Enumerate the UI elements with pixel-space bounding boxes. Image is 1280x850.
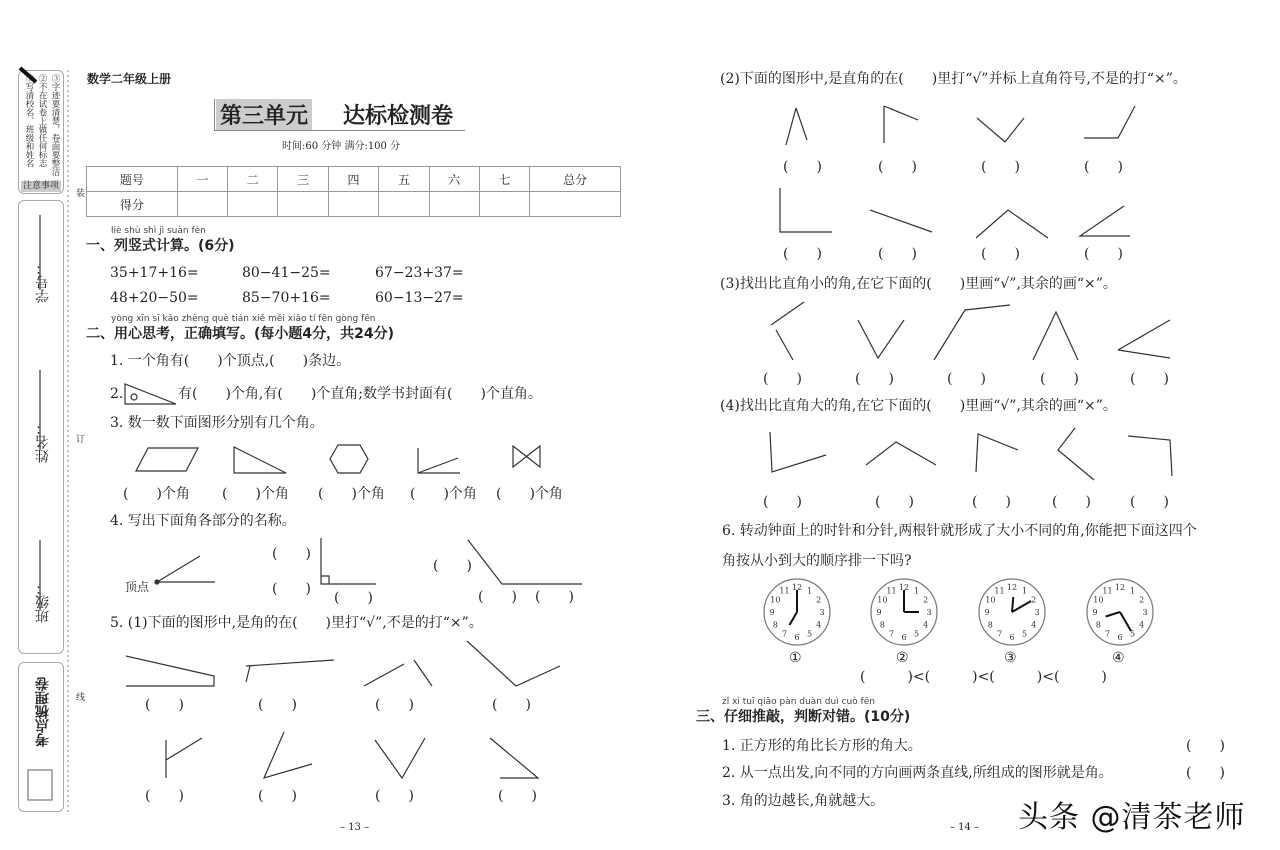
clock-label: ③: [1004, 650, 1017, 666]
figure: [934, 305, 1010, 360]
clock-numeral: 11: [779, 586, 790, 596]
answer-blank[interactable]: ( ): [375, 788, 414, 804]
expression: 85−70+16=: [242, 290, 331, 306]
page-number: – 13 –: [340, 822, 370, 833]
figure: [1128, 436, 1172, 476]
vertex-label: 顶点: [125, 580, 150, 594]
clock-numeral: 10: [877, 595, 888, 605]
answer-blank[interactable]: ( ): [258, 697, 297, 713]
figure: [976, 434, 1018, 472]
figure: [1118, 320, 1170, 358]
clock-numeral: 4: [1139, 620, 1145, 630]
question-3: 3. 数一数下面图形分别有几个角。: [110, 415, 324, 431]
expression: 80−41−25=: [242, 265, 331, 281]
clock-numeral: 6: [901, 633, 907, 642]
clock-numeral: 1: [806, 586, 813, 596]
answer-blank[interactable]: ( ): [535, 589, 574, 605]
time-score: 时间:60 分钟 满分:100 分: [282, 141, 401, 152]
clock-numeral: 3: [1142, 608, 1148, 617]
question-5: 5. (1)下面的图形中,是角的在( )里打“√”,不是的打“×”。: [110, 615, 483, 631]
hour-hand: [1106, 612, 1120, 617]
q3-answer: ( )个角: [222, 486, 289, 502]
table-header-cell: 一: [177, 167, 227, 192]
clock-numeral: 1: [1129, 586, 1136, 596]
judge-item: 3. 角的边越长,角就越大。: [722, 793, 885, 809]
obtuse-angle-diagram: [468, 540, 582, 584]
clock-numeral: 2: [816, 595, 822, 605]
figure: [364, 660, 432, 686]
figure: [126, 656, 214, 686]
question-5-4: (4)找出比直角大的角,在它下面的( )里画“√”,其余的画“×”。: [720, 398, 1117, 414]
note-1: ①写清校名、班级和姓名: [24, 74, 34, 168]
figure: [246, 660, 334, 682]
answer-blank[interactable]: ( ): [334, 590, 373, 606]
answer-blank[interactable]: ( ): [1186, 765, 1225, 781]
clock-numeral: 9: [876, 608, 882, 617]
pen-icon: [20, 68, 36, 82]
figure: [166, 738, 202, 778]
figure: [264, 732, 312, 778]
clock-numeral: 8: [879, 620, 885, 630]
section-2-title: 二、用心思考，正确填写。(每小题4分，共24分): [86, 326, 395, 342]
figure: [1033, 312, 1078, 360]
expression: 48+20−50=: [110, 290, 199, 306]
note-3: ③字迹要清楚，卷面要整洁: [50, 74, 60, 176]
parallelogram-shape: [136, 448, 198, 471]
answer-blank[interactable]: ( ): [878, 159, 917, 175]
figure: [1080, 206, 1130, 236]
clock-numeral: 7: [781, 629, 788, 639]
clock-numeral: 10: [770, 595, 781, 605]
clock-face: [871, 579, 937, 645]
answer-blank[interactable]: ( ): [258, 788, 297, 804]
clock-numeral: 6: [1117, 633, 1123, 642]
answer-blank[interactable]: ( ): [272, 581, 311, 597]
table-header-cell: 总分: [530, 167, 621, 192]
figure: [976, 210, 1048, 238]
hour-hand: [790, 612, 798, 625]
figure: [490, 738, 538, 778]
clock-numeral: 8: [772, 620, 778, 630]
figure: [780, 188, 832, 232]
clock-numeral: 2: [923, 595, 929, 605]
section-1-title: 一、列竖式计算。(6分): [86, 238, 235, 254]
answer-blank[interactable]: ( ): [783, 159, 822, 175]
order-answer[interactable]: ( )<( )<( )<( ): [860, 669, 1107, 685]
figure: [786, 108, 807, 145]
clock-numeral: 4: [1031, 620, 1037, 630]
clock-numeral: 3: [926, 608, 932, 617]
figure: [1084, 106, 1135, 138]
answer-blank[interactable]: ( ): [947, 371, 986, 387]
section-3-title: 三、仔细推敲，判断对错。(10分): [696, 709, 911, 725]
table-header-cell: 二: [228, 167, 278, 192]
notes-title: 注意事项: [22, 181, 59, 191]
answer-blank[interactable]: ( ): [981, 246, 1020, 262]
table-header-cell: 三: [278, 167, 328, 192]
clock-numeral: 5: [1021, 629, 1028, 639]
answer-blank[interactable]: ( ): [1084, 159, 1123, 175]
figure: [866, 442, 936, 465]
table-header-cell: 四: [328, 167, 378, 192]
question-4: 4. 写出下面角各部分的名称。: [110, 513, 296, 529]
expression: 60−13−27=: [375, 290, 464, 306]
name-label: 姓名：: [35, 421, 51, 463]
brand-label: 考点梳理卷: [35, 677, 51, 747]
clock-label: ②: [896, 650, 909, 666]
expression: 35+17+16=: [110, 265, 199, 281]
clock-numeral: 11: [1102, 586, 1113, 596]
figure: [771, 302, 804, 360]
q3-answer: ( )个角: [496, 486, 563, 502]
angle-diagram: [157, 556, 215, 582]
answer-blank[interactable]: ( ): [878, 246, 917, 262]
answer-blank[interactable]: ( ): [1040, 371, 1079, 387]
figure: [858, 320, 904, 358]
answer-blank[interactable]: ( ): [972, 494, 1011, 510]
class-label: 班级：: [35, 581, 51, 623]
row-label: 得分: [87, 192, 178, 217]
expression: 67−23+37=: [375, 265, 464, 281]
clock-numeral: 9: [1092, 608, 1098, 617]
figure: [884, 106, 918, 143]
answer-blank[interactable]: ( ): [1084, 246, 1123, 262]
test-title: 达标检测卷: [343, 103, 454, 129]
page-number: – 14 –: [950, 822, 980, 833]
clock-face: [979, 579, 1045, 645]
answer-blank[interactable]: ( ): [492, 697, 531, 713]
figure: [467, 641, 560, 686]
figure: [375, 738, 425, 778]
clock-numeral: 7: [996, 629, 1003, 639]
clock-face: [764, 579, 830, 645]
clock-label: ④: [1112, 650, 1125, 666]
angle-shape: [418, 448, 460, 473]
clock-label: ①: [789, 650, 802, 666]
minute-hand: [1012, 601, 1031, 612]
pinyin: zǐ xì tuī qiāo pàn duàn duì cuò fēn: [722, 697, 875, 707]
clock-numeral: 11: [994, 586, 1005, 596]
unit-title: 第三单元: [216, 99, 312, 130]
clock-numeral: 3: [1034, 608, 1040, 617]
question-5-3: (3)找出比直角小的角,在它下面的( )里画“√”,其余的画“×”。: [720, 276, 1117, 292]
clock-numeral: 12: [898, 583, 910, 592]
answer-blank[interactable]: ( ): [981, 159, 1020, 175]
figure: [977, 118, 1024, 142]
watermark: 头条 @清茶老师: [1018, 800, 1246, 835]
q3-answer: ( )个角: [123, 486, 190, 502]
clock-numeral: 9: [769, 608, 775, 617]
clock-numeral: 4: [923, 620, 929, 630]
pinyin: yòng xīn sī kǎo zhèng què tián xiě měi xiǎo tí fēn gòng fēn: [111, 314, 376, 324]
question-2: 有( )个角,有( )个直角;数学书封面有( )个直角。: [178, 386, 542, 402]
answer-blank[interactable]: ( ): [875, 494, 914, 510]
clock-numeral: 6: [1009, 633, 1015, 642]
question-2-number: 2.: [110, 386, 124, 402]
hour-hand: [1012, 597, 1013, 612]
answer-blank[interactable]: ( ): [272, 546, 311, 562]
clock-numeral: 2: [1139, 595, 1145, 605]
answer-blank[interactable]: ( ): [763, 494, 802, 510]
question-5-2: (2)下面的图形中,是直角的在( )里打“√”并标上直角符号,不是的打“×”。: [720, 71, 1187, 87]
answer-blank[interactable]: ( ): [1130, 371, 1169, 387]
figure: [870, 210, 932, 232]
question-6: 6. 转动钟面上的时针和分针,两根针就形成了大小不同的角,你能把下面这四个: [722, 523, 1197, 539]
question-6-cont: 角按从小到大的顺序排一下吗?: [722, 553, 912, 569]
answer-blank[interactable]: ( ): [783, 246, 822, 262]
clock-numeral: 5: [1129, 629, 1136, 639]
answer-blank[interactable]: ( ): [1130, 494, 1169, 510]
answer-blank[interactable]: ( ): [1186, 738, 1225, 754]
figure: [770, 432, 826, 472]
bookshelf-icon: [28, 770, 52, 800]
pinyin: liè shù shì jì suàn fèn: [111, 226, 206, 236]
table-header-cell: 六: [429, 167, 479, 192]
clock-numeral: 6: [794, 633, 800, 642]
figure: [1058, 428, 1094, 480]
answer-blank[interactable]: ( ): [433, 558, 472, 574]
answer-blank[interactable]: ( ): [855, 371, 894, 387]
clock-numeral: 12: [791, 583, 803, 592]
question-1: 1. 一个角有( )个顶点,( )条边。: [110, 353, 351, 369]
table-header-cell: 五: [379, 167, 429, 192]
clock-numeral: 11: [886, 586, 897, 596]
clock-numeral: 3: [819, 608, 825, 617]
clock-numeral: 7: [888, 629, 895, 639]
answer-blank[interactable]: ( ): [478, 589, 517, 605]
note-2: ②不在试卷上做任何标志: [37, 74, 47, 168]
clock-numeral: 7: [1104, 629, 1111, 639]
answer-blank[interactable]: ( ): [1052, 494, 1091, 510]
clock-numeral: 2: [1031, 595, 1037, 605]
seal-mark: 订: [76, 435, 86, 445]
clock-numeral: 9: [984, 608, 990, 617]
q3-answer: ( )个角: [318, 486, 385, 502]
clock-numeral: 8: [1095, 620, 1101, 630]
answer-blank[interactable]: ( ): [763, 371, 802, 387]
book-label: 数学二年级上册: [87, 72, 172, 86]
clock-numeral: 12: [1114, 583, 1126, 592]
right-angle-diagram: [321, 538, 376, 584]
table-header-cell: 七: [479, 167, 529, 192]
seal-mark: 装: [76, 189, 86, 199]
clock-numeral: 5: [913, 629, 920, 639]
judge-item: 1. 正方形的角比长方形的角大。: [722, 738, 922, 754]
bowtie-shape: [513, 446, 540, 467]
minute-hand: [1120, 612, 1131, 631]
clock-numeral: 12: [1006, 583, 1018, 592]
q3-answer: ( )个角: [410, 486, 477, 502]
table-header-cell: 题号: [87, 167, 178, 192]
answer-blank[interactable]: ( ): [145, 788, 184, 804]
clock-numeral: 8: [987, 620, 993, 630]
clock-numeral: 10: [985, 595, 996, 605]
hexagon-shape: [330, 445, 368, 473]
triangle-shape: [234, 447, 286, 473]
student-id-label: 学号：: [35, 261, 51, 303]
judge-item: 2. 从一点出发,向不同的方向画两条直线,所组成的图形就是角。: [722, 765, 1113, 781]
seal-mark: 线: [76, 693, 86, 703]
answer-blank[interactable]: ( ): [145, 697, 184, 713]
clock-numeral: 5: [806, 629, 813, 639]
clock-numeral: 1: [1021, 586, 1028, 596]
answer-blank[interactable]: ( ): [375, 697, 414, 713]
clock-numeral: 10: [1093, 595, 1104, 605]
clock-numeral: 1: [913, 586, 920, 596]
answer-blank[interactable]: ( ): [498, 788, 537, 804]
clock-face: [1087, 579, 1153, 645]
clock-numeral: 4: [816, 620, 822, 630]
